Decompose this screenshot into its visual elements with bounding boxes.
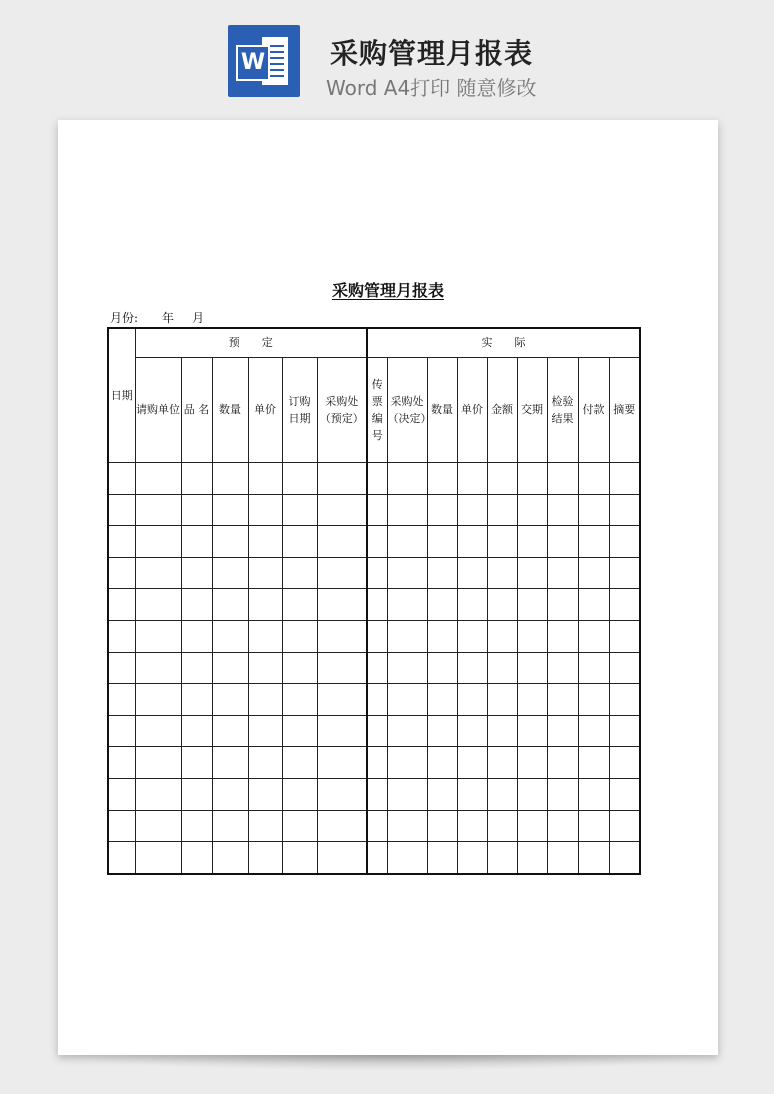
planned-column-header: 请购单位 [135, 358, 181, 463]
table-cell[interactable] [282, 684, 317, 716]
table-cell[interactable] [212, 652, 248, 684]
table-cell[interactable] [317, 778, 367, 810]
table-cell[interactable] [282, 526, 317, 558]
document-title-text: 采购管理月报表 [331, 281, 444, 300]
table-cell[interactable] [248, 778, 282, 810]
table-cell[interactable] [547, 526, 578, 558]
table-cell[interactable] [367, 842, 387, 874]
table-cell[interactable] [282, 747, 317, 779]
table-cell[interactable] [487, 463, 517, 495]
table-cell[interactable] [367, 494, 387, 526]
column-header-row [108, 358, 640, 463]
table-cell[interactable] [609, 463, 640, 495]
table-cell[interactable] [212, 526, 248, 558]
table-cell[interactable] [135, 684, 181, 716]
table-cell[interactable] [135, 589, 181, 621]
table-cell[interactable] [367, 652, 387, 684]
table-cell[interactable] [517, 747, 547, 779]
table-cell[interactable] [367, 620, 387, 652]
table-cell[interactable] [212, 589, 248, 621]
table-cell[interactable] [212, 715, 248, 747]
table-cell[interactable] [457, 494, 487, 526]
table-cell[interactable] [578, 842, 609, 874]
table-cell[interactable] [108, 494, 135, 526]
table-cell[interactable] [517, 715, 547, 747]
table-cell[interactable] [487, 747, 517, 779]
table-row [108, 715, 640, 747]
table-cell[interactable] [547, 810, 578, 842]
table-cell[interactable] [282, 463, 317, 495]
table-cell[interactable] [387, 842, 427, 874]
table-cell[interactable] [317, 526, 367, 558]
table-row [108, 526, 640, 558]
table-cell[interactable] [427, 684, 457, 716]
table-cell[interactable] [181, 494, 212, 526]
document-title [58, 278, 718, 301]
table-cell[interactable] [387, 589, 427, 621]
table-cell[interactable] [547, 684, 578, 716]
table-cell[interactable] [427, 652, 457, 684]
table-cell[interactable] [181, 652, 212, 684]
table-cell[interactable] [212, 747, 248, 779]
report-table [107, 327, 641, 875]
table-cell[interactable] [135, 557, 181, 589]
table-cell[interactable] [457, 778, 487, 810]
table-cell[interactable] [367, 715, 387, 747]
table-cell[interactable] [317, 463, 367, 495]
table-cell[interactable] [457, 810, 487, 842]
table-cell[interactable] [367, 463, 387, 495]
table-cell[interactable] [212, 494, 248, 526]
table-cell[interactable] [181, 684, 212, 716]
table-cell[interactable] [317, 589, 367, 621]
actual-column-header: 数量 [427, 358, 457, 463]
table-cell[interactable] [547, 715, 578, 747]
table-cell[interactable] [387, 620, 427, 652]
table-cell[interactable] [457, 463, 487, 495]
table-cell[interactable] [367, 684, 387, 716]
table-cell[interactable] [578, 620, 609, 652]
planned-column-header: 单价 [248, 358, 282, 463]
table-cell[interactable] [487, 652, 517, 684]
table-cell[interactable] [248, 557, 282, 589]
table-cell[interactable] [282, 842, 317, 874]
table-cell[interactable] [517, 557, 547, 589]
table-cell[interactable] [609, 810, 640, 842]
table-cell[interactable] [135, 463, 181, 495]
table-cell[interactable] [578, 715, 609, 747]
table-cell[interactable] [457, 842, 487, 874]
table-cell[interactable] [517, 810, 547, 842]
table-cell[interactable] [578, 652, 609, 684]
table-cell[interactable] [212, 778, 248, 810]
table-cell[interactable] [578, 684, 609, 716]
table-cell[interactable] [487, 715, 517, 747]
table-cell[interactable] [387, 557, 427, 589]
table-cell[interactable] [547, 463, 578, 495]
table-cell[interactable] [578, 463, 609, 495]
table-cell[interactable] [457, 589, 487, 621]
table-cell[interactable] [487, 810, 517, 842]
table-cell[interactable] [135, 778, 181, 810]
table-cell[interactable] [387, 463, 427, 495]
table-cell[interactable] [457, 747, 487, 779]
table-cell[interactable] [212, 842, 248, 874]
table-cell[interactable] [457, 715, 487, 747]
table-cell[interactable] [609, 526, 640, 558]
table-cell[interactable] [547, 494, 578, 526]
table-cell[interactable] [547, 557, 578, 589]
table-cell[interactable] [367, 747, 387, 779]
table-cell[interactable] [108, 747, 135, 779]
table-cell[interactable] [212, 684, 248, 716]
table-cell[interactable] [427, 557, 457, 589]
table-cell[interactable] [387, 494, 427, 526]
table-cell[interactable] [282, 652, 317, 684]
table-cell[interactable] [181, 715, 212, 747]
table-cell[interactable] [181, 747, 212, 779]
table-row [108, 620, 640, 652]
table-cell[interactable] [108, 684, 135, 716]
word-icon-letter: W [236, 45, 270, 81]
table-cell[interactable] [108, 842, 135, 874]
table-cell[interactable] [108, 810, 135, 842]
table-cell[interactable] [609, 652, 640, 684]
app-subtitle: Word A4打印 随意修改 [326, 76, 537, 100]
table-cell[interactable] [387, 526, 427, 558]
table-row [108, 557, 640, 589]
table-cell[interactable] [427, 715, 457, 747]
table-cell[interactable] [282, 494, 317, 526]
planned-group-header: 预 定 [135, 328, 367, 358]
table-cell[interactable] [517, 842, 547, 874]
table-cell[interactable] [547, 589, 578, 621]
table-cell[interactable] [181, 620, 212, 652]
document-page [58, 120, 718, 1055]
table-cell[interactable] [181, 557, 212, 589]
table-cell[interactable] [547, 652, 578, 684]
table-cell[interactable] [212, 557, 248, 589]
table-cell[interactable] [609, 715, 640, 747]
table-cell[interactable] [517, 684, 547, 716]
table-cell[interactable] [487, 684, 517, 716]
table-cell[interactable] [487, 620, 517, 652]
planned-column-header: 采购处 （预定） [317, 358, 367, 463]
table-cell[interactable] [387, 778, 427, 810]
table-cell[interactable] [181, 526, 212, 558]
table-cell[interactable] [181, 463, 212, 495]
table-cell[interactable] [367, 557, 387, 589]
table-cell[interactable] [317, 684, 367, 716]
table-cell[interactable] [317, 715, 367, 747]
year-label: 年 [162, 311, 175, 325]
table-cell[interactable] [487, 557, 517, 589]
table-cell[interactable] [387, 652, 427, 684]
table-cell[interactable] [248, 810, 282, 842]
table-cell[interactable] [609, 589, 640, 621]
table-cell[interactable] [367, 526, 387, 558]
table-row [108, 778, 640, 810]
table-row [108, 747, 640, 779]
table-cell[interactable] [108, 526, 135, 558]
table-cell[interactable] [487, 842, 517, 874]
table-cell[interactable] [317, 842, 367, 874]
table-cell[interactable] [135, 652, 181, 684]
table-cell[interactable] [578, 778, 609, 810]
table-cell[interactable] [578, 589, 609, 621]
table-row [108, 652, 640, 684]
table-cell[interactable] [578, 494, 609, 526]
table-cell[interactable] [108, 463, 135, 495]
actual-column-header: 金额 [487, 358, 517, 463]
table-cell[interactable] [517, 652, 547, 684]
table-cell[interactable] [517, 494, 547, 526]
table-cell[interactable] [547, 747, 578, 779]
planned-column-header: 数量 [212, 358, 248, 463]
table-cell[interactable] [248, 715, 282, 747]
table-cell[interactable] [387, 684, 427, 716]
table-cell[interactable] [248, 684, 282, 716]
table-cell[interactable] [282, 715, 317, 747]
actual-column-header: 付款 [578, 358, 609, 463]
month-label: 月份: [110, 311, 139, 325]
table-cell[interactable] [108, 652, 135, 684]
table-cell[interactable] [248, 589, 282, 621]
table-cell[interactable] [578, 810, 609, 842]
table-row [108, 463, 640, 495]
actual-column-header: 采购处 （决定） [387, 358, 427, 463]
table-cell[interactable] [212, 810, 248, 842]
planned-column-header: 品 名 [181, 358, 212, 463]
page-header [0, 0, 774, 110]
table-cell[interactable] [367, 778, 387, 810]
table-cell[interactable] [547, 620, 578, 652]
table-cell[interactable] [609, 494, 640, 526]
table-cell[interactable] [609, 778, 640, 810]
table-cell[interactable] [427, 526, 457, 558]
table-cell[interactable] [248, 494, 282, 526]
table-cell[interactable] [517, 463, 547, 495]
table-cell[interactable] [609, 684, 640, 716]
table-cell[interactable] [135, 526, 181, 558]
table-cell[interactable] [282, 557, 317, 589]
table-row [108, 842, 640, 874]
table-cell[interactable] [212, 463, 248, 495]
table-cell[interactable] [135, 715, 181, 747]
page-shadow [70, 1055, 706, 1071]
table-cell[interactable] [317, 747, 367, 779]
table-cell[interactable] [317, 620, 367, 652]
table-cell[interactable] [212, 620, 248, 652]
table-cell[interactable] [108, 589, 135, 621]
table-cell[interactable] [248, 652, 282, 684]
table-cell[interactable] [248, 620, 282, 652]
date-header: 日期 [108, 328, 135, 463]
table-cell[interactable] [248, 526, 282, 558]
actual-column-header: 交期 [517, 358, 547, 463]
table-cell[interactable] [282, 778, 317, 810]
table-cell[interactable] [317, 652, 367, 684]
table-cell[interactable] [367, 589, 387, 621]
month-line [110, 309, 204, 326]
table-cell[interactable] [609, 620, 640, 652]
table-cell[interactable] [282, 620, 317, 652]
table-cell[interactable] [427, 778, 457, 810]
table-row [108, 810, 640, 842]
planned-column-header: 订购 日期 [282, 358, 317, 463]
app-title: 采购管理月报表 [330, 37, 534, 70]
actual-column-header: 摘要 [609, 358, 640, 463]
table-cell[interactable] [248, 463, 282, 495]
actual-column-header: 单价 [457, 358, 487, 463]
table-cell[interactable] [317, 494, 367, 526]
table-cell[interactable] [427, 494, 457, 526]
table-cell[interactable] [387, 715, 427, 747]
table-cell[interactable] [108, 557, 135, 589]
table-cell[interactable] [135, 494, 181, 526]
table-cell[interactable] [317, 810, 367, 842]
table-cell[interactable] [427, 463, 457, 495]
table-row [108, 589, 640, 621]
table-cell[interactable] [135, 747, 181, 779]
table-cell[interactable] [181, 589, 212, 621]
table-cell[interactable] [578, 747, 609, 779]
table-cell[interactable] [387, 747, 427, 779]
table-cell[interactable] [248, 842, 282, 874]
table-cell[interactable] [427, 842, 457, 874]
table-cell[interactable] [457, 526, 487, 558]
table-cell[interactable] [578, 557, 609, 589]
table-cell[interactable] [135, 810, 181, 842]
table-cell[interactable] [282, 810, 317, 842]
table-cell[interactable] [609, 557, 640, 589]
table-cell[interactable] [427, 620, 457, 652]
table-cell[interactable] [609, 842, 640, 874]
table-cell[interactable] [487, 494, 517, 526]
table-cell[interactable] [317, 557, 367, 589]
table-cell[interactable] [517, 526, 547, 558]
actual-group-header: 实 际 [367, 328, 640, 358]
actual-column-header: 传 票 编 号 [367, 358, 387, 463]
table-cell[interactable] [181, 778, 212, 810]
actual-column-header: 检验 结果 [547, 358, 578, 463]
table-cell[interactable] [487, 526, 517, 558]
table-cell[interactable] [517, 589, 547, 621]
table-cell[interactable] [135, 620, 181, 652]
group-header-row [108, 328, 640, 358]
table-cell[interactable] [181, 810, 212, 842]
table-row [108, 684, 640, 716]
table-cell[interactable] [427, 589, 457, 621]
table-cell[interactable] [135, 842, 181, 874]
table-cell[interactable] [108, 715, 135, 747]
table-cell[interactable] [578, 526, 609, 558]
table-cell[interactable] [457, 652, 487, 684]
table-cell[interactable] [427, 747, 457, 779]
table-cell[interactable] [517, 620, 547, 652]
table-row [108, 494, 640, 526]
table-cell[interactable] [108, 778, 135, 810]
table-cell[interactable] [367, 810, 387, 842]
table-cell[interactable] [517, 778, 547, 810]
table-cell[interactable] [547, 842, 578, 874]
table-cell[interactable] [387, 810, 427, 842]
table-cell[interactable] [457, 620, 487, 652]
table-cell[interactable] [487, 589, 517, 621]
table-cell[interactable] [609, 747, 640, 779]
month-suffix: 月 [192, 311, 205, 325]
word-document-icon [228, 25, 300, 97]
table-cell[interactable] [547, 778, 578, 810]
table-cell[interactable] [457, 557, 487, 589]
table-cell[interactable] [427, 810, 457, 842]
table-cell[interactable] [181, 842, 212, 874]
table-cell[interactable] [487, 778, 517, 810]
table-cell[interactable] [108, 620, 135, 652]
table-cell[interactable] [248, 747, 282, 779]
table-cell[interactable] [457, 684, 487, 716]
table-cell[interactable] [282, 589, 317, 621]
